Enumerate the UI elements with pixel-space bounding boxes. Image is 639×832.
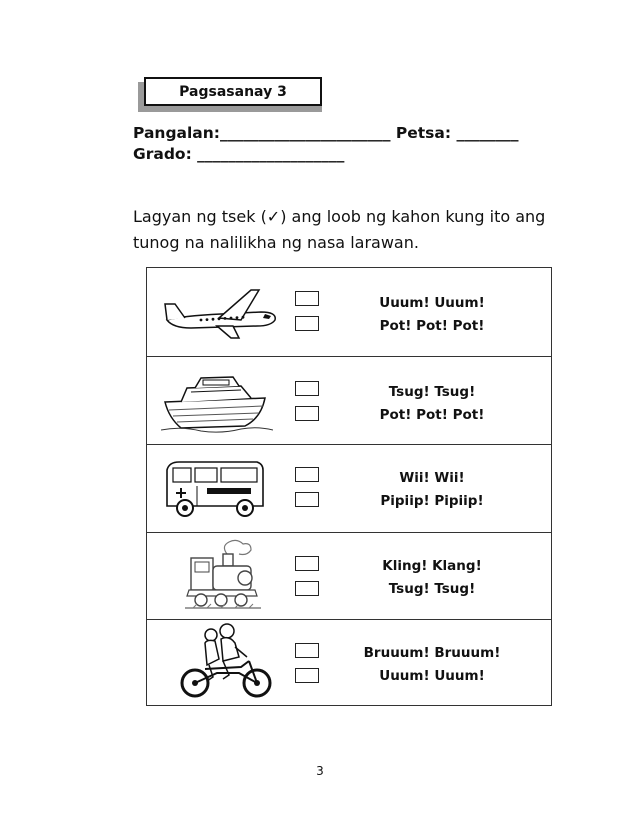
checkbox-option-2[interactable] [295, 492, 319, 507]
sound-option-2: Pipiip! Pipiip! [380, 493, 484, 509]
sound-option-2: Tsug! Tsug! [388, 581, 476, 597]
page-number: 3 [316, 764, 324, 778]
checkbox-option-2[interactable] [295, 316, 319, 331]
sound-option-2: Uuum! Uuum! [379, 668, 485, 684]
checkbox-option-2[interactable] [295, 668, 319, 683]
instructions: Lagyan ng tsek (✓) ang loob ng kahon kung ito ang tunog na nalilikha ng nasa larawan. [133, 207, 546, 252]
airplane-icon [161, 282, 281, 340]
sound-option-2: Pot! Pot! Pot! [379, 407, 485, 423]
worksheet-title-text: Pagsasanay 3 [179, 83, 287, 100]
sound-option-1: Wii! Wii! [399, 470, 465, 486]
sound-option-2: Pot! Pot! Pot! [379, 318, 485, 334]
motorcycle-icon [177, 621, 277, 701]
name-date-line: Pangalan:______________________ Petsa: ________ [133, 124, 519, 142]
exercise-row-motorcycle [147, 619, 551, 705]
train-icon [185, 536, 261, 612]
checkbox-option-1[interactable] [295, 643, 319, 658]
grade-line: Grado: ___________________ [133, 145, 345, 163]
exercise-row-boat [147, 356, 551, 445]
sound-option-1: Bruuum! Bruuum! [363, 645, 501, 661]
exercise-row-train [147, 532, 551, 620]
checkbox-option-1[interactable] [295, 291, 319, 306]
boat-icon [161, 368, 273, 434]
sound-option-1: Kling! Klang! [382, 558, 482, 574]
exercise-row-ambulance [147, 444, 551, 533]
checkbox-option-2[interactable] [295, 406, 319, 421]
checkbox-option-2[interactable] [295, 581, 319, 596]
checkbox-option-1[interactable] [295, 381, 319, 396]
sound-option-1: Tsug! Tsug! [388, 384, 476, 400]
checkbox-option-1[interactable] [295, 556, 319, 571]
exercise-row-airplane [147, 268, 551, 357]
exercise-table [146, 267, 552, 706]
worksheet-title [144, 77, 322, 106]
ambulance-icon [161, 456, 267, 522]
sound-option-1: Uuum! Uuum! [379, 295, 485, 311]
checkbox-option-1[interactable] [295, 467, 319, 482]
